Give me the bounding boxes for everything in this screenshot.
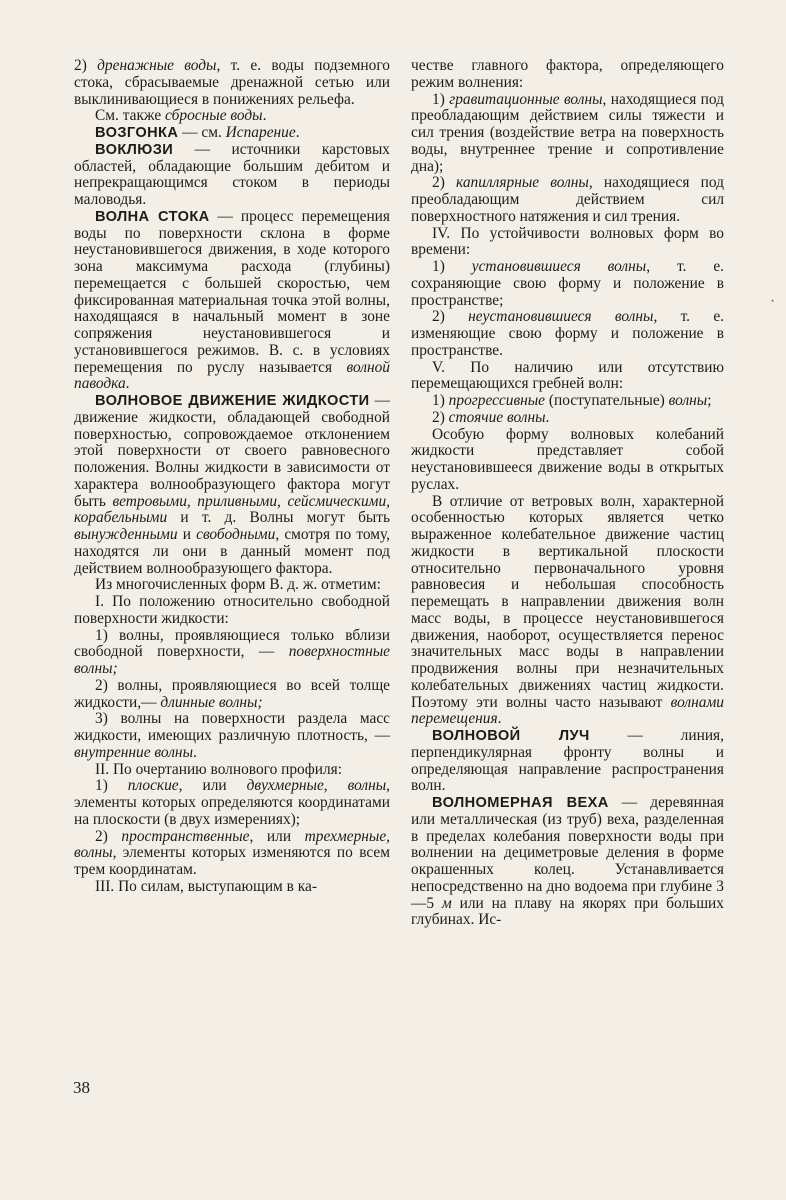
- text-run: 2): [74, 57, 98, 74]
- left-column-paragraph: [74, 142, 390, 209]
- left-column-paragraph: [74, 594, 390, 628]
- text-run: 1): [95, 777, 128, 795]
- italic-text: волной паводка: [74, 358, 390, 393]
- italic-text: трехмерные, волны: [74, 827, 391, 862]
- italic-text: плоские: [127, 777, 179, 795]
- right-column-paragraph: [411, 92, 724, 176]
- left-column-paragraph: [74, 762, 390, 779]
- text-run: — движение жидкости, обладающей свободной поверхностью, сопровождаемое отклонением этой поверхности от своего равновесного положения. Волны жидкости в зависимости от характера волнообразующего фактора могут быть: [74, 392, 390, 510]
- text-run: ;: [707, 392, 712, 409]
- left-column: [74, 58, 390, 896]
- left-column-paragraph: [74, 58, 390, 108]
- text-run: 2): [95, 827, 122, 845]
- text-run: .: [497, 710, 502, 728]
- text-run: — процесс перемещения воды по поверхности склона в форме неустановившегося движения, в ходе которого зона максимума расхода (глубины) перемещается с большей скоростью, чем фиксированная материальная точка этой волны, находящаяся в начальный момент в зоне сопряжения неустановившегося и установившегося режимов. В. с. в условиях перемещения по руслу называется: [74, 207, 390, 376]
- text-run: и т. д. Волны могут быть: [167, 509, 390, 527]
- text-run: Из многочисленных форм В. д. ж. отметим:: [95, 576, 381, 594]
- entry-term: ВОЛНОМЕРНАЯ ВЕХА: [432, 795, 609, 811]
- text-run: 2) волны, проявляющиеся во всей толще жидкости,—: [74, 676, 390, 711]
- text-run: , элементы которых изменяются по всем трем координатам.: [74, 844, 390, 878]
- text-run: .: [125, 375, 130, 393]
- right-column-paragraph: [411, 309, 724, 359]
- entry-term: ВОЛНОВОЙ ЛУЧ: [432, 728, 590, 744]
- italic-text: свободными: [196, 526, 276, 543]
- right-column-paragraph: [411, 226, 724, 260]
- text-run: I. По положению относительно свободной поверхности жидкости:: [74, 593, 390, 627]
- italic-text: ветровыми, приливными, сейсмическими, корабельными: [74, 492, 391, 527]
- italic-text: гравитационные волны: [449, 90, 603, 108]
- right-column-paragraph: [411, 795, 724, 929]
- italic-text: длинные волны;: [160, 693, 263, 711]
- text-run: 1) волны, проявляющиеся только вблизи свободной поверхности, —: [74, 626, 390, 661]
- text-run: V. По наличию или отсутствию перемещающихся гребней волн:: [411, 358, 724, 393]
- italic-text: Испарение: [225, 124, 296, 141]
- text-run: — см.: [178, 124, 226, 141]
- text-run: , т. е. воды подземного стока, сбрасываемые дренажной сетью или выклинивающиеся в понижениях рельефа.: [74, 57, 390, 108]
- text-run: 2): [432, 408, 449, 426]
- text-run: , или: [178, 777, 247, 795]
- text-run: честве главного фактора, определяющего режим волнения:: [411, 57, 724, 91]
- left-column-paragraph: [74, 778, 390, 828]
- text-run: 2): [432, 308, 469, 326]
- text-run: — источники карстовых областей, обладающие большим дебитом и непрекращающимся стоком в периоды маловодья.: [74, 140, 390, 208]
- text-run: , или: [249, 827, 305, 845]
- left-column-paragraph: [74, 108, 390, 125]
- right-column-paragraph: [411, 494, 724, 729]
- text-run: См. также: [95, 107, 166, 125]
- right-column-paragraph: [411, 410, 724, 427]
- text-run: II. По очертанию волнового профиля:: [95, 760, 342, 778]
- text-run: III. По силам, выступающим в ка-: [95, 877, 317, 895]
- text-run: (поступательные): [545, 392, 669, 409]
- right-column-paragraph: [411, 728, 724, 795]
- text-run: — линия, перпендикулярная фронту волны и определяющая направление распространения волн.: [411, 727, 724, 795]
- print-speck: •: [771, 296, 775, 306]
- italic-text: неустановившиеся волны: [468, 308, 654, 326]
- entry-term: ВОКЛЮЗИ: [95, 141, 174, 158]
- right-column-paragraph: [411, 259, 724, 309]
- page-number: 38: [73, 1078, 90, 1097]
- left-column-paragraph: [74, 209, 390, 393]
- text-run: 1): [432, 258, 472, 275]
- italic-text: прогрессивные: [448, 392, 546, 409]
- entry-term: ВОЛНА СТОКА: [95, 208, 210, 225]
- italic-text: установившиеся волны: [471, 258, 647, 275]
- text-run: .: [193, 743, 197, 761]
- text-run: 3) волны на поверхности раздела масс жидкости, имеющих различную плотность, —: [74, 710, 390, 744]
- text-run: .: [545, 408, 550, 426]
- italic-text: пространственные: [121, 827, 250, 845]
- left-column-paragraph: [74, 628, 390, 678]
- left-column-paragraph: [74, 577, 390, 594]
- text-run: , элементы которых определяются координатами на плоскости (в двух измерениях);: [74, 777, 391, 828]
- left-column-paragraph: [74, 879, 390, 896]
- text-run: IV. По устойчивости волновых форм во времени:: [411, 224, 724, 259]
- text-run: , находящиеся под преобладающим действием сил поверхностного натяжения и сил трения.: [411, 174, 724, 225]
- text-run: .: [295, 124, 300, 141]
- text-run: .: [262, 107, 267, 125]
- text-run: В отличие от ветровых волн, характерной особенностью которых является четко выраженное колебательное движение частиц жидкости в вертикальной плоскости относительно первоначального уровня равновесия и небольшая способность перемещать в направлении движения волн масс воды, в процессе неустановившегося движения, наоборот, осуществляется перенос значительных масс воды в направлении продвижения волны при незначительных колебательных движениях частиц жидкости. Поэтому эти волны часто называют: [411, 492, 724, 711]
- entry-term: ВОЗГОНКА: [95, 125, 179, 141]
- text-run: Особую форму волновых колебаний жидкости представляет собой неустановившееся движение воды в открытых руслах.: [411, 425, 724, 493]
- text-run: 2): [432, 174, 457, 192]
- text-run: 1): [432, 392, 449, 409]
- text-run: и: [177, 526, 197, 543]
- italic-text: сбросные воды: [165, 107, 263, 125]
- left-column-paragraph: [74, 125, 390, 142]
- italic-text: капиллярные волны: [456, 174, 589, 192]
- italic-text: вынужденными: [74, 526, 178, 543]
- italic-text: поверхностные волны;: [74, 643, 390, 677]
- text-run: 1): [432, 90, 450, 108]
- italic-text: волны: [668, 392, 708, 409]
- right-column-paragraph: [411, 393, 724, 410]
- right-column-paragraph: [411, 360, 724, 394]
- italic-text: дренажные воды: [97, 57, 217, 74]
- left-column-paragraph: [74, 711, 390, 761]
- text-run: — деревянная или металлическая (из труб) веха, разделенная в пределах колебания поверхности воды при волнении на дециметровые деления в форме окрашенных колец. Устанавливается непосредственно на дно водоема при глубине 3—5: [411, 794, 724, 912]
- text-run: , находящиеся под преобладающим действием силы тяжести и сил трения (воздействие ветра на поверхность воды, внутреннее трение и сопротивление дна);: [411, 90, 724, 175]
- entry-term: ВОЛНОВОЕ ДВИЖЕНИЕ ЖИДКОСТИ: [95, 393, 370, 409]
- right-column: [411, 58, 724, 929]
- italic-text: двухмерные, волны: [246, 777, 387, 795]
- italic-text: волнами перемещения: [411, 693, 724, 728]
- text-run: , т. е. сохраняющие свою форму и положение в пространстве;: [411, 258, 725, 309]
- italic-text: стоячие волны: [448, 408, 546, 426]
- left-column-paragraph: [74, 393, 390, 577]
- right-column-paragraph: [411, 427, 724, 494]
- italic-text: внутренние волны: [74, 743, 193, 761]
- right-column-paragraph: [411, 175, 724, 225]
- right-column-paragraph: [411, 58, 724, 92]
- left-column-paragraph: [74, 829, 390, 879]
- text-run: или на плаву на якорях при больших глубинах. Ис-: [411, 894, 724, 929]
- italic-text: м: [441, 894, 452, 912]
- left-column-paragraph: [74, 678, 390, 712]
- text-run: , смотря по тому, находятся ли они в данный момент под действием волнообразующего фактора.: [74, 526, 390, 577]
- text-run: , т. е. изменяющие свою форму и положение в пространстве.: [411, 308, 725, 359]
